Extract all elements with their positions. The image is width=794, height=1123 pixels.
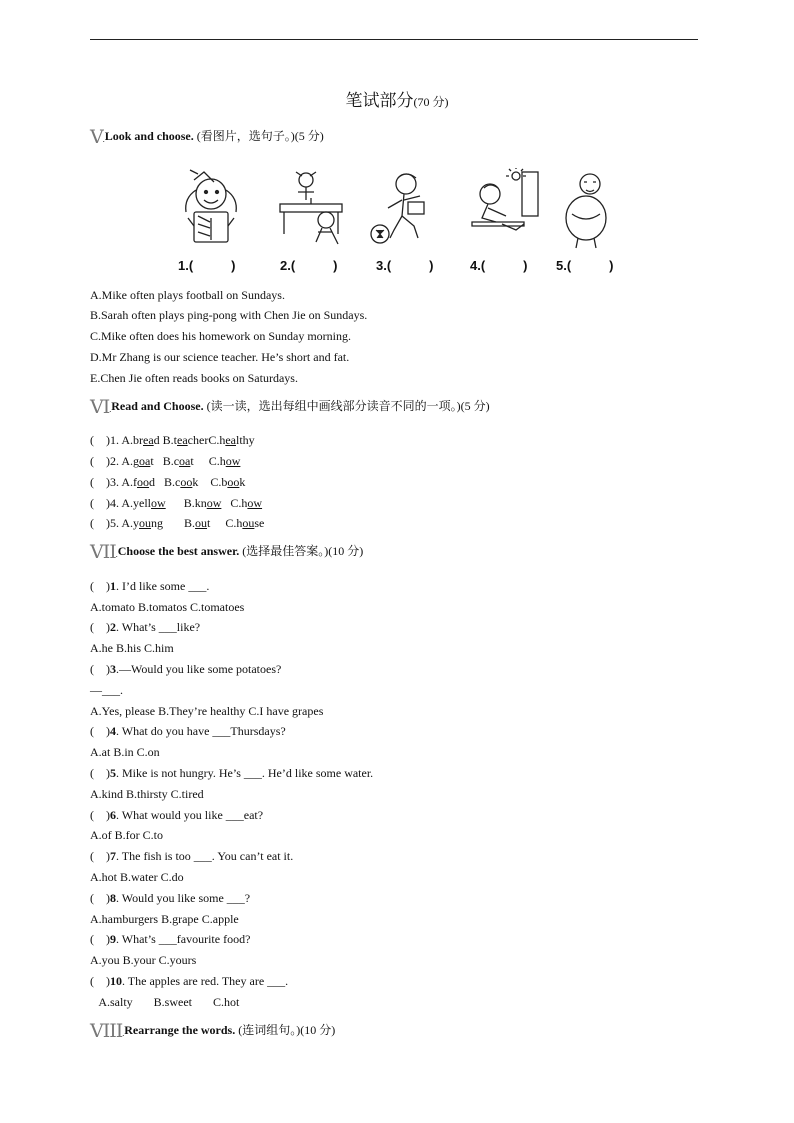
- phonics-item-1: ( )1. A.bread B.teacherC.healthy: [90, 433, 255, 447]
- question-5-options: A.kind B.thirsty C.tired: [90, 787, 204, 801]
- question-3-answer-line: —___.: [90, 683, 123, 697]
- picture-label-3: 3.( ): [376, 258, 434, 273]
- title-main: 笔试部分: [345, 91, 414, 110]
- section-heading-en: Choose the best answer.: [117, 544, 240, 558]
- fat-man-picture: [562, 168, 612, 250]
- question-1-options: A.tomato B.tomatos C.tomatoes: [90, 600, 245, 614]
- question-9: ( )9. What’s ___favourite food?: [90, 932, 251, 946]
- picture-label-1: 1.( ): [178, 258, 236, 273]
- picture-label-4: 4.( ): [470, 258, 528, 273]
- question-6-options: A.of B.for C.to: [90, 828, 163, 842]
- section-5-heading: V.Look and choose. (看图片，选句子。)(5 分): [90, 126, 324, 148]
- question-4-options: A.at B.in C.on: [90, 745, 160, 759]
- boy-football-picture: [368, 168, 442, 250]
- option-d: D.Mr Zhang is our science teacher. He’s short and fat.: [90, 350, 350, 364]
- question-8-options: A.hamburgers B.grape C.apple: [90, 912, 239, 926]
- question-10-options: A.salty B.sweet C.hot: [90, 995, 240, 1009]
- phonics-item-3: ( )3. A.food B.cook C.book: [90, 475, 246, 489]
- girl-reading-picture: [176, 168, 246, 250]
- question-10: ( )10. The apples are red. They are ___.: [90, 974, 289, 988]
- section-instruction: (读一读，选出每组中画线部分读音不同的一项。)(5 分): [203, 399, 490, 413]
- phonics-item-2: ( )2. A.goat B.coat C.how: [90, 454, 241, 468]
- section-numeral: VII: [90, 541, 116, 563]
- picture-label-5: 5.( ): [556, 258, 614, 273]
- question-6: ( )6. What would you like ___eat?: [90, 808, 264, 822]
- question-3-options: A.Yes, please B.They’re healthy C.I have grapes: [90, 704, 324, 718]
- section-6-heading: VI.Read and Choose. (读一读，选出每组中画线部分读音不同的一项。)(5 分): [90, 396, 490, 418]
- question-3: ( )3.—Would you like some potatoes?: [90, 662, 282, 676]
- section-heading-en: Read and Choose.: [111, 399, 204, 413]
- title-points: (70 分): [413, 95, 449, 109]
- picture-label-2: 2.( ): [280, 258, 338, 273]
- option-e: E.Chen Jie often reads books on Saturdays.: [90, 371, 298, 385]
- section-7-heading: VII.Choose the best answer. (选择最佳答案。)(10 分): [90, 541, 364, 563]
- question-7: ( )7. The fish is too ___. You can’t eat it.: [90, 849, 294, 863]
- phonics-item-4: ( )4. A.yellow B.know C.how: [90, 496, 263, 510]
- section-instruction: (连词组句。)(10 分): [235, 1023, 336, 1037]
- question-1: ( )1. I’d like some ___.: [90, 579, 210, 593]
- question-4: ( )4. What do you have ___Thursdays?: [90, 724, 286, 738]
- option-b: B.Sarah often plays ping-pong with Chen Jie on Sundays.: [90, 308, 368, 322]
- option-a: A.Mike often plays football on Sundays.: [90, 288, 285, 302]
- section-instruction: (选择最佳答案。)(10 分): [239, 544, 364, 558]
- question-8: ( )8. Would you like some ___?: [90, 891, 251, 905]
- header-rule: [90, 39, 698, 40]
- section-instruction: (看图片，选句子。)(5 分): [193, 129, 324, 143]
- ping-pong-picture: [276, 168, 350, 250]
- question-2: ( )2. What’s ___like?: [90, 620, 201, 634]
- section-numeral: VI: [90, 396, 110, 418]
- question-9-options: A.you B.your C.yours: [90, 953, 197, 967]
- phonics-item-5: ( )5. A.young B.out C.house: [90, 516, 265, 530]
- section-8-heading: VIII.Rearrange the words. (连词组句。)(10 分): [90, 1020, 336, 1042]
- homework-picture: [466, 168, 542, 250]
- section-numeral: VIII: [90, 1020, 123, 1042]
- question-7-options: A.hot B.water C.do: [90, 870, 184, 884]
- question-5: ( )5. Mike is not hungry. He’s ___. He’d like some water.: [90, 766, 374, 780]
- section-numeral: V: [90, 126, 103, 148]
- page-title: [0, 86, 794, 111]
- section-heading-en: Look and choose.: [104, 129, 194, 143]
- section-heading-en: Rearrange the words.: [124, 1023, 236, 1037]
- option-c: C.Mike often does his homework on Sunday morning.: [90, 329, 351, 343]
- question-2-options: A.he B.his C.him: [90, 641, 174, 655]
